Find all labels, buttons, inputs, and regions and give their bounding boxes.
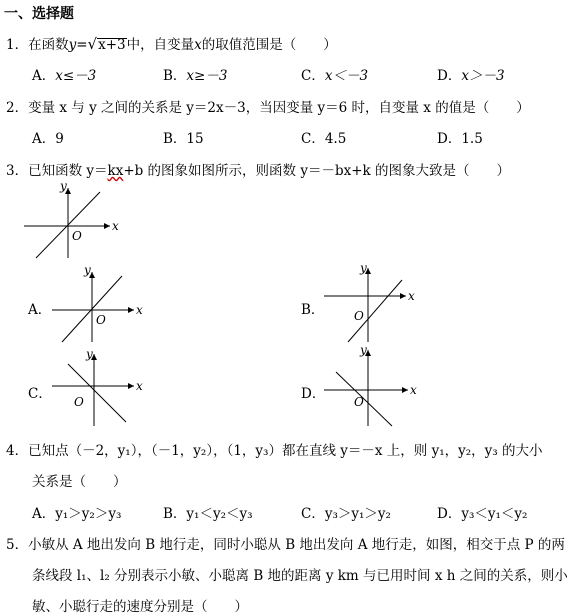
- origin-label: O: [72, 229, 82, 243]
- svg-text:y: y: [86, 347, 93, 361]
- radicand: x+3: [98, 37, 126, 53]
- svg-text:O: O: [96, 313, 106, 327]
- sqrt-symbol: √: [87, 35, 98, 53]
- q3-given-graph: [20, 180, 120, 260]
- question-5-line-3: 敏、小聪行走的速度分别是（ ）: [32, 599, 248, 615]
- y-axis-label: y: [60, 180, 67, 193]
- q1-option-b[interactable]: B．x≥－3: [163, 68, 228, 84]
- svg-text:x: x: [136, 303, 143, 317]
- question-5-line-2: 条线段 l₁、l₂ 分别表示小敏、小聪离 B 地的距离 y km 与已用时间 x h 之间的关系，则小: [32, 568, 568, 584]
- svg-text:O: O: [354, 395, 364, 409]
- q1-option-c[interactable]: C．x＜－3: [301, 68, 369, 84]
- svg-text:x: x: [136, 379, 143, 393]
- question-5-line-1: 5．小敏从 A 地出发向 B 地行走，同时小聪从 B 地出发向 A 地行走，如图，相交于点 P 的两: [6, 537, 565, 553]
- q4-option-c[interactable]: C．y₃＞y₁＞y₂: [301, 506, 391, 522]
- q3-option-d-label[interactable]: D．: [301, 386, 326, 402]
- svg-text:y: y: [360, 343, 367, 357]
- svg-text:x: x: [408, 289, 415, 303]
- question-1: 1．在函数y=√x+3中，自变量x的取值范围是（ ）: [6, 35, 337, 53]
- section-title: 一、选择题: [4, 6, 74, 22]
- q1-option-a[interactable]: A．x≤－3: [32, 68, 97, 84]
- question-4-line-1: 4．已知点（－2，y₁），（－1，y₂），（1，y₃）都在直线 y＝－x 上，则 y₁，y₂，y₃ 的大小: [6, 443, 543, 459]
- q2-option-c[interactable]: C．4.5: [301, 131, 347, 147]
- svg-text:y: y: [360, 262, 367, 275]
- q4-option-b[interactable]: B．y₁＜y₂＜y₃: [163, 506, 253, 522]
- question-3: 3．已知函数 y＝kx+b 的图象如图所示，则函数 y＝－bx+k 的图象大致是（ ）: [6, 163, 511, 179]
- question-4-line-2: 关系是（ ）: [32, 474, 127, 490]
- svg-text:y: y: [84, 263, 91, 277]
- q4-option-d[interactable]: D．y₃＜y₁＜y₂: [437, 506, 528, 522]
- q3-option-c-graph[interactable]: [48, 346, 148, 428]
- svg-text:O: O: [354, 309, 364, 323]
- q3-option-a-graph[interactable]: [48, 262, 148, 344]
- q2-option-d[interactable]: D．1.5: [437, 131, 483, 147]
- q3-option-c-label[interactable]: C．: [28, 386, 52, 402]
- q3-option-d-graph[interactable]: [320, 340, 420, 430]
- q2-option-b[interactable]: B．15: [163, 131, 204, 147]
- spellcheck-underline: kx: [107, 163, 124, 179]
- svg-text:O: O: [74, 395, 84, 409]
- q3-option-b-label[interactable]: B．: [301, 302, 325, 318]
- q2-option-a[interactable]: A．9: [32, 131, 64, 147]
- q1-option-d[interactable]: D．x＞－3: [437, 68, 505, 84]
- x-axis-label: x: [112, 219, 119, 233]
- q4-option-a[interactable]: A．y₁＞y₂＞y₃: [32, 506, 122, 522]
- svg-text:x: x: [410, 383, 417, 397]
- question-2: 2．变量 x 与 y 之间的关系是 y＝2x－3，当因变量 y＝6 时，自变量 x 的值是（ ）: [6, 100, 530, 116]
- q3-option-a-label[interactable]: A．: [28, 302, 52, 318]
- q3-option-b-graph[interactable]: [320, 262, 420, 344]
